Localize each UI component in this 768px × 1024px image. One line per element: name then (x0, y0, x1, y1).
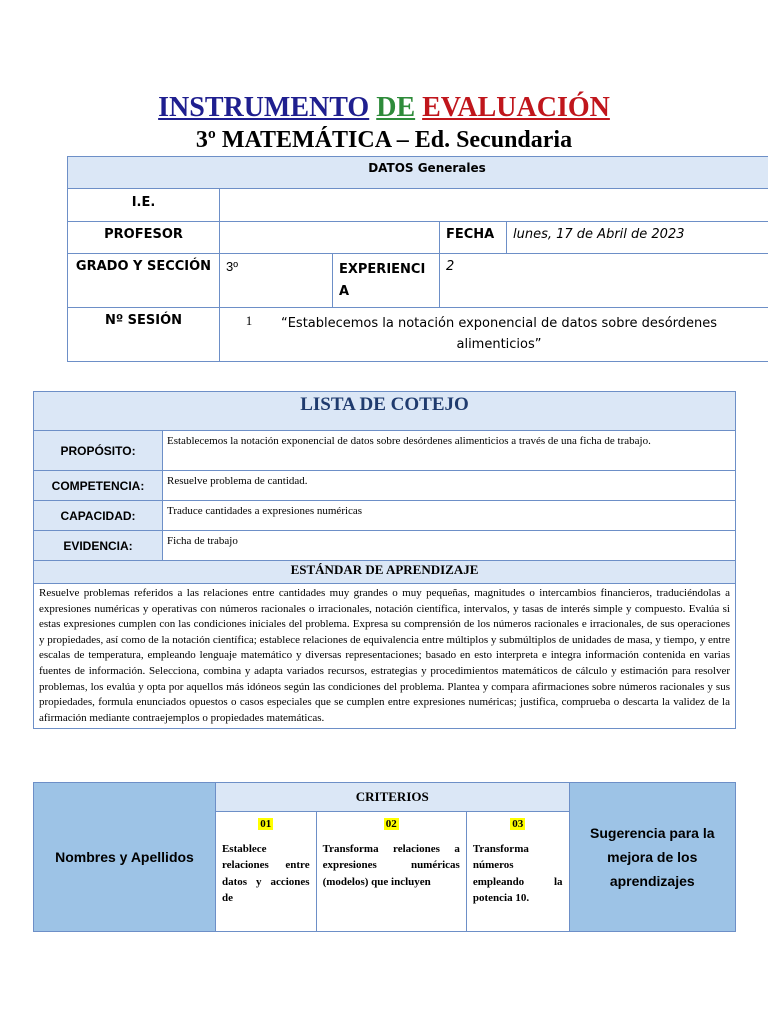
datos-heading: DATOS Generales (68, 157, 768, 189)
criterio-01-text: Establece relaciones entre datos y acciones de (221, 842, 310, 904)
fecha-label: FECHA (440, 222, 507, 254)
lista-cotejo-heading: LISTA DE COTEJO (34, 392, 736, 431)
grado-label: GRADO Y SECCIÓN (68, 254, 220, 308)
document-subtitle: 3º MATEMÁTICA – Ed. Secundaria (195, 127, 573, 153)
experiencia-value: 2 (440, 254, 768, 308)
criterio-02-number: 02 (385, 818, 397, 830)
criterios-heading: CRITERIOS (215, 783, 569, 812)
sesion-title: “Establecemos la notación exponencial de datos sobre desórdenes alimenticios” (280, 316, 718, 352)
criterio-02 (316, 812, 466, 932)
title-word-evaluacion: EVALUACIÓN (422, 92, 610, 123)
profesor-label: PROFESOR (68, 222, 220, 254)
sesion-content (220, 308, 768, 362)
criterio-03-number: 03 (512, 818, 524, 830)
estandar-heading: ESTÁNDAR DE APRENDIZAJE (34, 561, 736, 584)
datos-generales-table (67, 156, 768, 362)
title-word-de: DE (376, 92, 416, 123)
criterio-01-number: 01 (260, 818, 272, 830)
criterio-01 (215, 812, 316, 932)
competencia-label: COMPETENCIA: (34, 471, 163, 501)
title-word-instrumento: INSTRUMENTO (158, 92, 370, 123)
criterios-table (33, 782, 736, 932)
proposito-label: PROPÓSITO: (34, 431, 163, 471)
estandar-text: Resuelve problemas referidos a las relaciones entre cantidades muy grandes o muy pequeñas, magnitudes o intercambios financieros, traduciéndolas a expresiones numéricas y operativas con números racionales o irracionales, notación científica, intervalos, y tasas de interés simple y compuesto. Evalúa si estas expresiones cumplen con las condiciones iniciales del problema. Expresa su comprensión de los números racionales e irracionales, de sus operaciones y propiedades, así como de la notación científica; establece relaciones de equivalencia entre múltiplos y submúltiplos de unidades de masa, y tiempo, y entre escalas de temperatura, empleando lenguaje matemático y diversas representaciones; basado en esto interpreta e integra información contenida en varias fuentes de información. Selecciona, combina y adapta variados recursos, estrategias y procedimientos matemáticos de cálculo y estimación para resolver problemas, los evalúa y opta por aquellos más idóneos según las condiciones del problema. Plantea y compara afirmaciones sobre números racionales y sus propiedades, formula enunciados opuestos o casos especiales que se cumplen entre expresiones numéricas; justifica, comprueba o descarta la validez de la afirmación mediante contraejemplos o propiedades matemáticas. (34, 584, 736, 729)
proposito-value: Establecemos la notación exponencial de datos sobre desórdenes alimenticios a través de una ficha de trabajo. (163, 431, 736, 471)
nombres-apellidos-header: Nombres y Apellidos (34, 783, 216, 932)
sugerencia-header: Sugerencia para la mejora de los aprendizajes (569, 783, 735, 932)
profesor-value (220, 222, 440, 254)
capacidad-value: Traduce cantidades a expresiones numéricas (163, 501, 736, 531)
sesion-label: Nº SESIÓN (68, 308, 220, 362)
competencia-value: Resuelve problema de cantidad. (163, 471, 736, 501)
document-title (0, 92, 768, 124)
capacidad-label: CAPACIDAD: (34, 501, 163, 531)
evidencia-label: EVIDENCIA: (34, 531, 163, 561)
sesion-number: 1 (245, 313, 253, 328)
ie-value (220, 189, 768, 222)
experiencia-label: EXPERIENCIA (333, 254, 440, 308)
fecha-value: lunes, 17 de Abril de 2023 (507, 222, 768, 254)
criterio-03-text: Transforma números empleando la potencia 10. (472, 842, 563, 904)
criterio-03 (466, 812, 569, 932)
evidencia-value: Ficha de trabajo (163, 531, 736, 561)
grado-value: 3º (220, 254, 333, 308)
criterio-02-text: Transforma relaciones a expresiones numéricas (modelos) que incluyen (322, 842, 460, 888)
ie-label: I.E. (68, 189, 220, 222)
lista-cotejo-table (33, 391, 736, 729)
